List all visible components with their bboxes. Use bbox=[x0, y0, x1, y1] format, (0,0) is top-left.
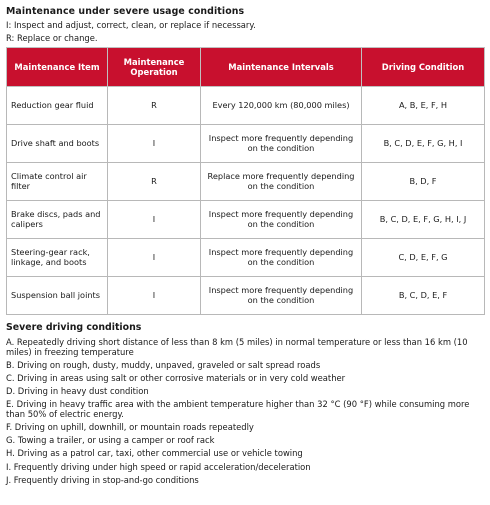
cell-item: Brake discs, pads and calipers bbox=[7, 201, 108, 239]
cell-item: Steering-gear rack, linkage, and boots bbox=[7, 239, 108, 277]
list-item: D. Driving in heavy dust condition bbox=[6, 386, 149, 397]
list-item: F. Driving on uphill, downhill, or mountain roads repeatedly bbox=[6, 422, 254, 433]
severe-conditions-list bbox=[6, 337, 484, 485]
legend-inspect: I: Inspect and adjust, correct, clean, or replace if necessary. bbox=[6, 20, 256, 31]
cell-condition: C, D, E, F, G bbox=[362, 239, 485, 277]
cell-condition: B, D, F bbox=[362, 163, 485, 201]
cell-condition: B, C, D, E, F, G, H, I, J bbox=[362, 201, 485, 239]
cell-operation: I bbox=[108, 201, 201, 239]
cell-operation: I bbox=[108, 277, 201, 315]
cell-operation: R bbox=[108, 163, 201, 201]
table-row bbox=[7, 125, 485, 163]
cell-item: Drive shaft and boots bbox=[7, 125, 108, 163]
cell-interval: Inspect more frequently depending on the condition bbox=[201, 239, 362, 277]
list-item: J. Frequently driving in stop-and-go conditions bbox=[6, 474, 199, 485]
header-maintenance-operation: Maintenance Operation bbox=[108, 48, 201, 87]
cell-interval: Inspect more frequently depending on the condition bbox=[201, 201, 362, 239]
list-item: G. Towing a trailer, or using a camper or roof rack bbox=[6, 435, 215, 446]
cell-condition: A, B, E, F, H bbox=[362, 87, 485, 125]
cell-item: Climate control air filter bbox=[7, 163, 108, 201]
header-driving-condition: Driving Condition bbox=[362, 48, 485, 87]
table-header-row bbox=[7, 48, 485, 87]
table-row bbox=[7, 163, 485, 201]
table-row bbox=[7, 87, 485, 125]
cell-interval: Inspect more frequently depending on the condition bbox=[201, 125, 362, 163]
legend-replace: R: Replace or change. bbox=[6, 33, 98, 44]
cell-interval: Inspect more frequently depending on the condition bbox=[201, 277, 362, 315]
cell-condition: B, C, D, E, F bbox=[362, 277, 485, 315]
table-row bbox=[7, 277, 485, 315]
list-item: H. Driving as a patrol car, taxi, other commercial use or vehicle towing bbox=[6, 448, 303, 459]
list-item: I. Frequently driving under high speed or rapid acceleration/deceleration bbox=[6, 461, 311, 472]
cell-item: Reduction gear fluid bbox=[7, 87, 108, 125]
cell-item: Suspension ball joints bbox=[7, 277, 108, 315]
page-title: Maintenance under severe usage conditions bbox=[6, 6, 245, 17]
cell-operation: I bbox=[108, 125, 201, 163]
header-maintenance-item: Maintenance Item bbox=[7, 48, 108, 87]
severe-conditions-heading: Severe driving conditions bbox=[6, 322, 142, 334]
cell-operation: I bbox=[108, 239, 201, 277]
maintenance-table bbox=[6, 47, 485, 315]
list-item: C. Driving in areas using salt or other corrosive materials or in very cold weather bbox=[6, 372, 346, 383]
list-item: E. Driving in heavy traffic area with the ambient temperature higher than 32 °C (90 °F) while consuming more than 50% of electric energy. bbox=[6, 399, 470, 420]
cell-condition: B, C, D, E, F, G, H, I bbox=[362, 125, 485, 163]
list-item: B. Driving on rough, dusty, muddy, unpaved, graveled or salt spread roads bbox=[6, 359, 321, 370]
header-maintenance-intervals: Maintenance Intervals bbox=[201, 48, 362, 87]
cell-interval: Every 120,000 km (80,000 miles) bbox=[201, 87, 362, 125]
cell-operation: R bbox=[108, 87, 201, 125]
table-row bbox=[7, 201, 485, 239]
cell-interval: Replace more frequently depending on the condition bbox=[201, 163, 362, 201]
table-row bbox=[7, 239, 485, 277]
list-item: A. Repeatedly driving short distance of less than 8 km (5 miles) in normal temperature or less than 16 km (10 miles) in freezing temperature bbox=[6, 336, 468, 357]
